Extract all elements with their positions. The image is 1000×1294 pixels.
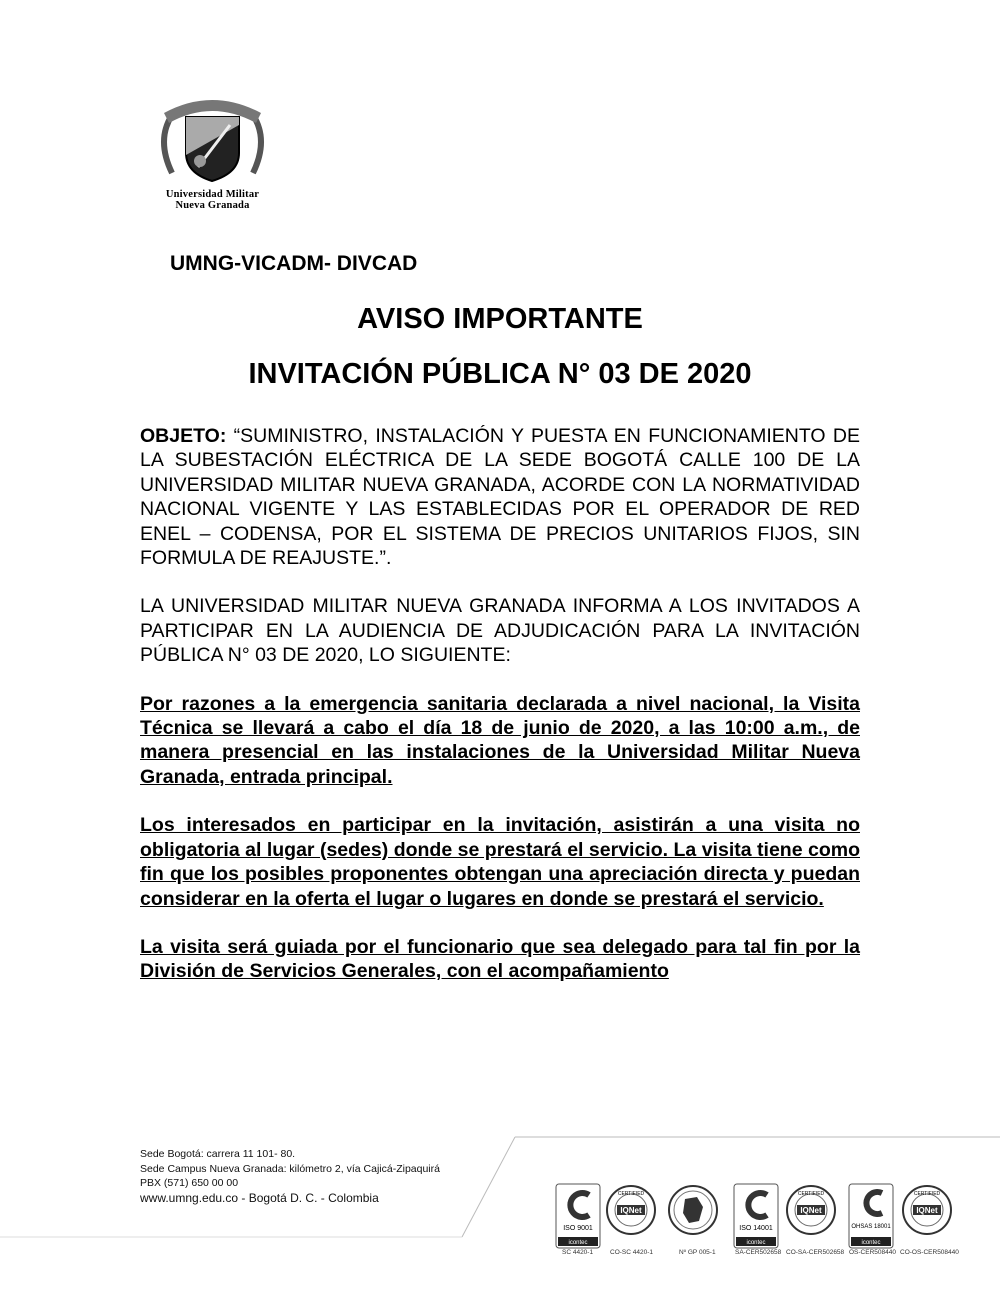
cert-iqnet-badge (785, 1183, 837, 1255)
cert-brand: CERTIFIED (797, 1191, 825, 1197)
cert-gp-badge (667, 1183, 719, 1255)
logo-name-line2: Nueva Granada (175, 200, 250, 211)
cert-brand: icontec (861, 1240, 881, 1246)
colombia-seal-icon (667, 1183, 719, 1249)
university-seal-icon (150, 85, 275, 189)
footer-address-bogota: Sede Bogotá: carrera 11 101- 80. (140, 1148, 296, 1160)
cert-ohsas-badge (848, 1183, 900, 1255)
objeto-label: OBJETO: (140, 425, 227, 447)
cert-brand: icontec (568, 1240, 588, 1246)
cert-brand: icontec (746, 1240, 766, 1246)
iqnet-seal-icon (785, 1183, 837, 1249)
cert-iso9001-badge (555, 1183, 607, 1255)
icontec-logo-icon (733, 1183, 785, 1249)
objeto-paragraph (140, 424, 860, 570)
document-code: UMNG-VICADM- DIVCAD (170, 252, 418, 275)
cert-code: SA-CER502658 (735, 1249, 782, 1256)
university-logo (150, 85, 275, 220)
cert-code: CO-OS-CER508440 (900, 1249, 959, 1256)
cert-code: Nº GP 005-1 (679, 1249, 716, 1256)
cert-brand: CERTIFIED (617, 1191, 645, 1197)
logo-name-line1: Universidad Militar (165, 189, 260, 200)
footer-phone: PBX (571) 650 00 00 (140, 1177, 239, 1189)
cert-iqnet-badge (605, 1183, 657, 1255)
icontec-logo-icon (555, 1183, 607, 1249)
cert-label: ISO 14001 (739, 1225, 773, 1232)
visita-guiada-paragraph: La visita será guiada por el funcionario que sea delegado para tal fin por la División de Servicios Generales, con el acompañamiento (140, 935, 860, 983)
iqnet-seal-icon (901, 1183, 953, 1249)
icontec-logo-icon (848, 1183, 900, 1249)
cert-code: OS-CER508440 (849, 1249, 896, 1256)
cert-code: CO-SC 4420-1 (610, 1249, 653, 1256)
footer-address-campus: Sede Campus Nueva Granada: kilómetro 2, vía Cajicá-Zipaquirá (140, 1162, 440, 1175)
informa-paragraph: LA UNIVERSIDAD MILITAR NUEVA GRANADA INFORMA A LOS INVITADOS A PARTICIPAR EN LA AUDIENCIA DE ADJUDICACIÓN PARA LA INVITACIÓN PÚBLICA N° 03 DE 2020, LO SIGUIENTE: (140, 595, 860, 667)
visita-tecnica-paragraph: Por razones a la emergencia sanitaria declarada a nivel nacional, la Visita Técnica se llevará a cabo el día 18 de junio de 2020, a las 10:00 a.m., de manera presencial en las instalaciones de la Universidad Militar Nueva Granada, entrada principal. (140, 692, 860, 788)
cert-iqnet-badge (901, 1183, 953, 1255)
cert-label: IQNet (916, 1206, 938, 1215)
objeto-text: “SUMINISTRO, INSTALACIÓN Y PUESTA EN FUNCIONAMIENTO DE LA SUBESTACIÓN ELÉCTRICA DE LA SEDE BOGOTÁ CALLE 100 DE LA UNIVERSIDAD MILITAR NUEVA GRANADA, ACORDE CON LA NORMATIVIDAD NACIONAL VIGENTE Y LAS ESTABLECIDAS POR EL OPERADOR DE RED ENEL – CODENSA, POR EL SISTEMA DE PRECIOS UNITARIOS FIJOS, SIN FORMULA DE REAJUSTE.”. (140, 425, 860, 570)
cert-label: OHSAS 18001 (851, 1224, 891, 1230)
iqnet-seal-icon (605, 1183, 657, 1249)
footer-website: www.umng.edu.co - Bogotá D. C. - Colombia (140, 1190, 379, 1205)
cert-code: CO-SA-CER502658 (786, 1249, 845, 1256)
document-body (140, 424, 860, 1008)
page-subtitle: INVITACIÓN PÚBLICA N° 03 DE 2020 (248, 358, 752, 390)
cert-iso14001-badge (733, 1183, 785, 1255)
cert-label: IQNet (800, 1206, 822, 1215)
cert-label: IQNet (620, 1206, 642, 1215)
cert-brand: CERTIFIED (913, 1191, 941, 1197)
cert-code: SC 4420-1 (562, 1249, 594, 1256)
interesados-paragraph: Los interesados en participar en la invitación, asistirán a una visita no obligatoria al lugar (sedes) donde se prestará el servicio. La visita tiene como fin que los posibles proponentes obtengan una apreciación directa y puedan considerar en la oferta el lugar o lugares en donde se prestará el servicio. (140, 814, 860, 910)
footer-contact (140, 1147, 440, 1205)
cert-label: ISO 9001 (563, 1225, 593, 1232)
page-title: AVISO IMPORTANTE (357, 303, 643, 335)
